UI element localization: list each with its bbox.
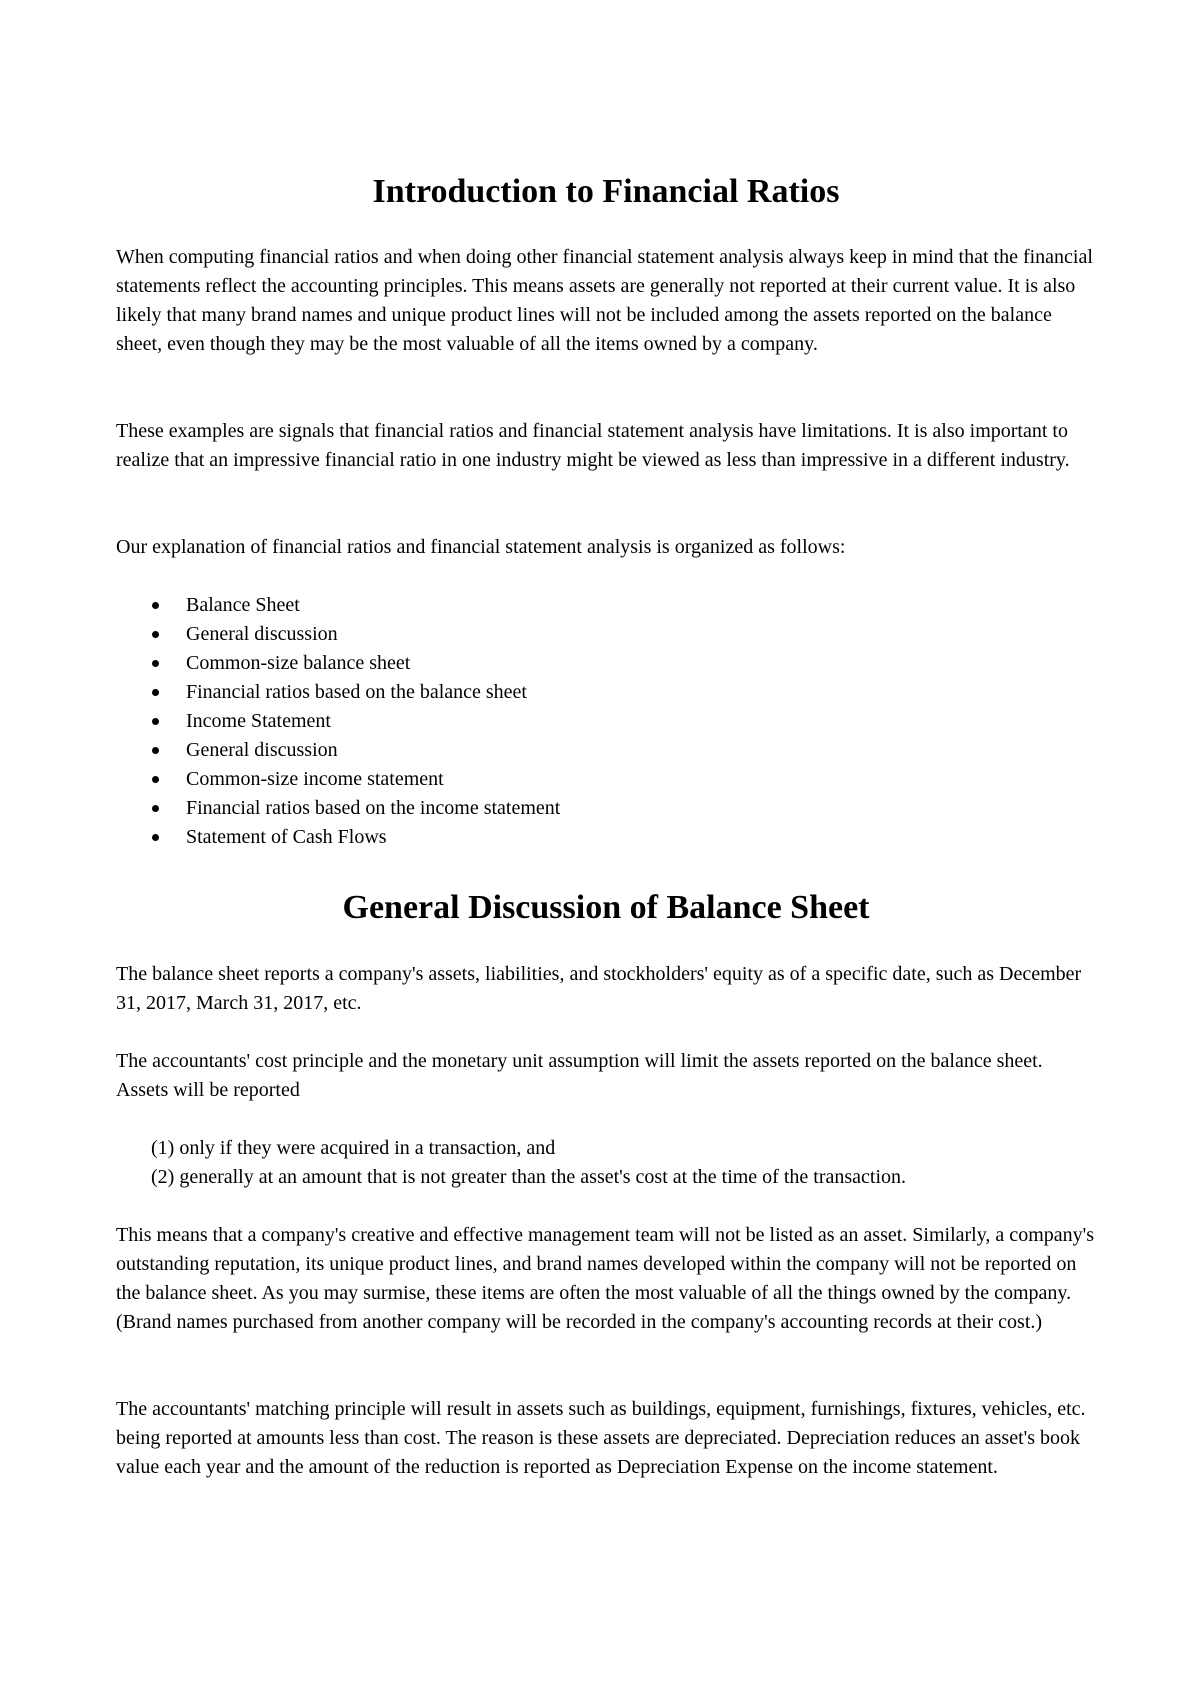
list-item: (1) only if they were acquired in a transaction, and — [151, 1137, 556, 1159]
balance-paragraph-2: The accountants' cost principle and the monetary unit assumption will limit the assets reported on the balance sheet. Assets will be reported — [116, 1050, 1043, 1101]
bullet-icon — [152, 689, 159, 696]
bullet-icon — [152, 805, 159, 812]
section-title-intro: Introduction to Financial Ratios — [372, 173, 840, 210]
list-item: General discussion — [186, 620, 1096, 649]
bullet-icon — [152, 834, 159, 841]
bullet-icon — [152, 631, 159, 638]
topics-list — [116, 591, 1096, 852]
balance-paragraph-3: This means that a company's creative and effective management team will not be listed as an asset. Similarly, a company's outstanding reputation, its unique product lines, and brand names developed within the company will not be reported on the balance sheet. As you may surmise, these items are often the most valuable of all the things owned by the company. (Brand names purchased from another company will be recorded in the company's accounting records at their cost.) — [116, 1224, 1095, 1333]
list-item: (2) generally at an amount that is not greater than the asset's cost at the time of the transaction. — [151, 1166, 907, 1188]
list-item: Income Statement — [186, 707, 1096, 736]
balance-paragraph-1: The balance sheet reports a company's assets, liabilities, and stockholders' equity as of a specific date, such as December 31, 2017, March 31, 2017, etc. — [116, 963, 1082, 1014]
bullet-icon — [152, 660, 159, 667]
bullet-icon — [152, 718, 159, 725]
intro-paragraph-1: When computing financial ratios and when doing other financial statement analysis always keep in mind that the financial statements reflect the accounting principles. This means assets are generally not reported at their current value. It is also likely that many brand names and unique product lines will not be included among the assets reported on the balance sheet, even though they may be the most valuable of all the items owned by a company. — [116, 246, 1093, 355]
list-item: Balance Sheet — [186, 591, 1096, 620]
list-item: Statement of Cash Flows — [186, 823, 1096, 852]
intro-paragraph-2: These examples are signals that financial ratios and financial statement analysis have limitations. It is also important to realize that an impressive financial ratio in one industry might be viewed as less than impressive in a different industry. — [116, 420, 1070, 471]
list-item: Financial ratios based on the balance sheet — [186, 678, 1096, 707]
bullet-icon — [152, 776, 159, 783]
list-item: General discussion — [186, 736, 1096, 765]
bullet-icon — [152, 602, 159, 609]
conditions-list — [116, 1134, 1096, 1192]
list-item: Financial ratios based on the income statement — [186, 794, 1096, 823]
bullet-icon — [152, 747, 159, 754]
list-item: Common-size balance sheet — [186, 649, 1096, 678]
intro-paragraph-3: Our explanation of financial ratios and financial statement analysis is organized as follows: — [116, 536, 846, 558]
balance-paragraph-4: The accountants' matching principle will result in assets such as buildings, equipment, furnishings, fixtures, vehicles, etc. being reported at amounts less than cost. The reason is these assets are depreciated. Depreciation reduces an asset's book value each year and the amount of the reduction is reported as Depreciation Expense on the income statement. — [116, 1398, 1086, 1478]
list-item: Common-size income statement — [186, 765, 1096, 794]
section-title-balance-sheet: General Discussion of Balance Sheet — [342, 889, 870, 926]
